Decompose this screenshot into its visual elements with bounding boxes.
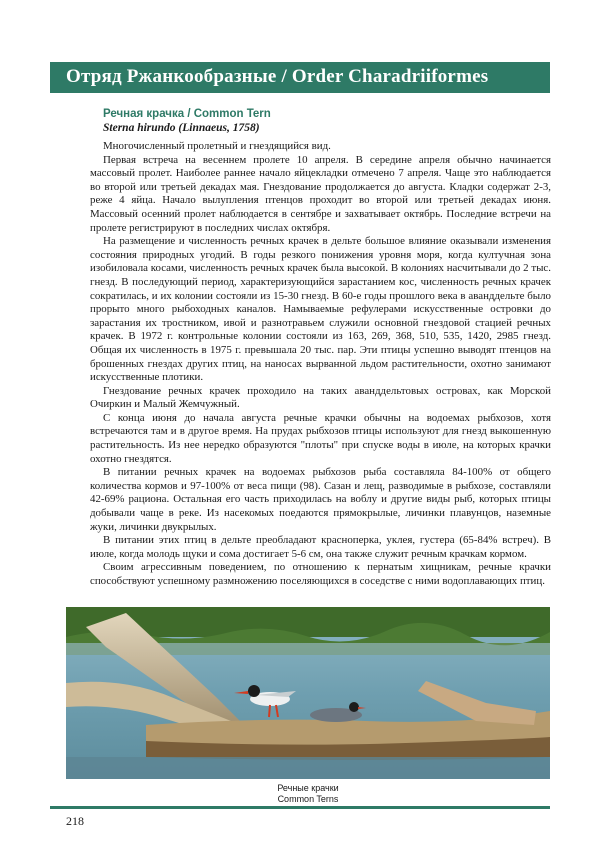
footer-rule — [50, 806, 550, 809]
photo-caption-en: Common Terns — [277, 794, 339, 804]
paragraph: На размещение и численность речных крачек в дельте большое влияние оказывали изменения состояния природных угодий. В годы резкого понижения уровня моря, когда култучная зона изобиловала косами, численность речных крачек была высокой. В колониях насчитывали до 2 тыс. гнезд. В последующий период, характеризующийся зарастанием кос, численность речных крачек сократилась, и их колонии состояли из 15-30 гнезд. В 60-е годы прошлого века в аванддельте было прорыто много рыбоходных каналов. Намываемые рефулерами искусственные островки до зарастания их тростником, ивой и разнотравьем служили основной гнездовой стацией речных крачек. В 1972 г. контрольные колонии состояли из 163, 269, 368, 510, 535, 1420, 2985 гнезд. Общая их численность в 1975 г. превышала 20 тыс. пар. Эти птицы успешно выводят птенцов на брошенных гнездах других птиц, на наносах вырванной льдом растительности, охотно занимают искусственные плотики. — [90, 235, 551, 384]
article-body — [90, 140, 551, 589]
paragraph: В питании речных крачек на водоемах рыбхозов рыба составляла 84-100% от общего количества кормов и 97-100% от веса пищи (98). Сазан и лещ, разводимые в рыбхозе, составляли 42-69% рациона. Остальная его часть приходилась на воблу и другие виды рыб, которых птицы добывали чаще в реке. Из насекомых поедаются прямокрылые, личинки плавунцов, наземные жуки, личинки двукрылых. — [90, 466, 551, 533]
photo-caption — [66, 783, 550, 805]
paragraph: В питании этих птиц в дельте преобладают красноперка, уклея, густера (65-84% встреч). В июле, когда молодь щуки и сома достигает 5-6 см, она также служит речным крачкам кормом. — [90, 534, 551, 560]
species-latin-name: Sterna hirundo (Linnaeus, 1758) — [103, 122, 260, 134]
species-common-name: Речная крачка / Common Tern — [103, 108, 271, 120]
paragraph: С конца июня до начала августа речные крачки обычны на водоемах рыбхозов, хотя встречаются там и в другое время. На прудах рыбхозов птицы используют для гнезд выкошенную растительность. Из нее нередко образуются "плоты" при спуске воды в июле, на которых крачки охотно гнездятся. — [90, 411, 551, 465]
paragraph: Первая встреча на весеннем пролете 10 апреля. В середине апреля обычно начинается массовый пролет. Наиболее раннее начало яйцекладки отмечено 7 апреля. Чаще это наблюдается во второй или третьей декадах мая. Гнездование продолжается до августа. Кладки содержат 2-3, реже 4 яйца. Начало вылупления птенцов проходит во второй или третьей декадах июня. Массовый осенний пролет наблюдается в сентябре и захватывает октябрь. Последние встречи на пролете регистрируют в последних числах октября. — [90, 153, 551, 234]
chapter-header-band — [50, 62, 550, 93]
paragraph: Гнездование речных крачек проходило на таких аванддельтовых островах, как Морской Очиркин и Малый Жемчужный. — [90, 384, 551, 411]
paragraph: Многочисленный пролетный и гнездящийся вид. — [103, 140, 331, 152]
photo-caption-ru: Речные крачки — [277, 783, 339, 793]
common-terns-photo — [66, 607, 550, 779]
page-number: 218 — [66, 814, 84, 828]
paragraph: Своим агрессивным поведением, по отношению к пернатым хищникам, речные крачки способствуют успешному размножению поселяющихся в соседстве с ними водоплавающих птиц. — [90, 561, 551, 587]
foreground-water — [66, 757, 550, 779]
chapter-title: Отряд Ржанкообразные / Order Charadriiformes — [66, 66, 489, 87]
